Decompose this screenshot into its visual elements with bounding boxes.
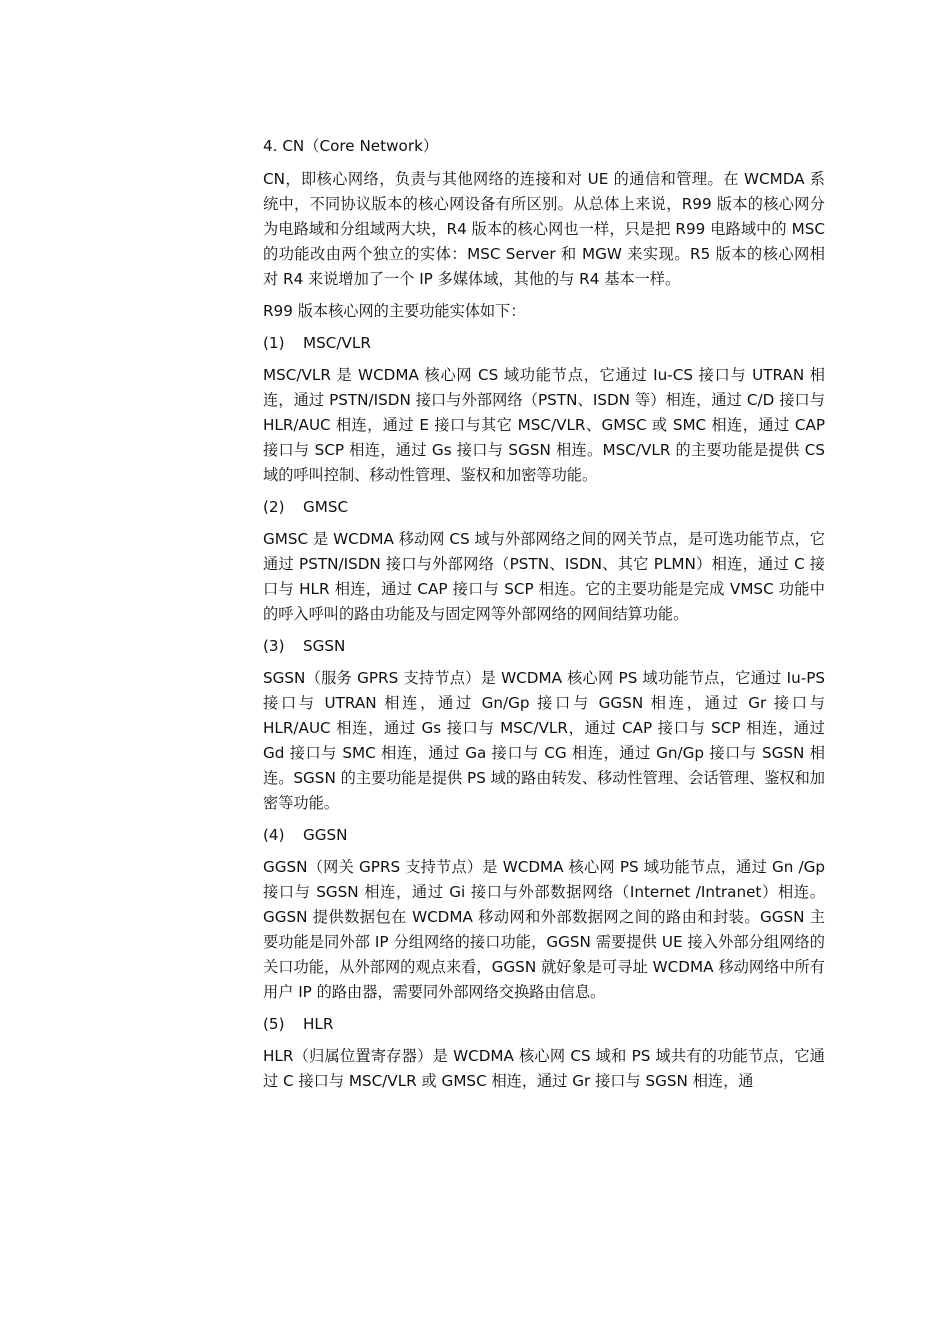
item-paragraph: GGSN（网关 GPRS 支持节点）是 WCDMA 核心网 PS 域功能节点，通过 Gn /Gp 接口与 SGSN 相连，通过 Gi 接口与外部数据网络（Internet /Intranet）相连。GGSN 提供数据包在 WCDMA 移动网和外部数据网之间的路由和封装。GGSN 主要功能是同外部 IP 分组网络的接口功能，GGSN 需要提供 UE 接入外部分组网络的关口功能，从外部网的观点来看，GGSN 就好象是可寻址 WCDMA 移动网络中所有用户 IP 的路由器，需要同外部网络交换路由信息。	[263, 858, 825, 1001]
item-heading	[263, 1012, 825, 1037]
item-number: (3)	[263, 637, 285, 655]
item-ggsn	[263, 823, 825, 1005]
section-heading: 4. CN（Core Network）	[263, 137, 439, 155]
item-title: SGSN	[303, 637, 346, 655]
item-number: (4)	[263, 826, 285, 844]
item-hlr	[263, 1012, 825, 1094]
document-page	[263, 134, 825, 1101]
item-paragraph: SGSN（服务 GPRS 支持节点）是 WCDMA 核心网 PS 域功能节点，它通过 Iu-PS 接口与 UTRAN 相连，通过 Gn/Gp 接口与 GGSN 相连，通过 Gr 接口与 HLR/AUC 相连，通过 Gs 接口与 MSC/VLR，通过 CAP 接口与 SCP 相连，通过 Gd 接口与 SMC 相连，通过 Ga 接口与 CG 相连，通过 Gn/Gp 接口与 SGSN 相连。SGSN 的主要功能是提供 PS 域的路由转发、移动性管理、会话管理、鉴权和加密等功能。	[263, 669, 825, 812]
item-heading	[263, 823, 825, 848]
item-number: (5)	[263, 1015, 285, 1033]
item-paragraph: MSC/VLR 是 WCDMA 核心网 CS 域功能节点，它通过 Iu-CS 接口与 UTRAN 相连，通过 PSTN/ISDN 接口与外部网络（PSTN、ISDN 等）相连，通过 C/D 接口与 HLR/AUC 相连，通过 E 接口与其它 MSC/VLR、GMSC 或 SMC 相连，通过 CAP 接口与 SCP 相连，通过 Gs 接口与 SGSN 相连。MSC/VLR 的主要功能是提供 CS 域的呼叫控制、移动性管理、鉴权和加密等功能。	[263, 366, 825, 484]
item-paragraph: HLR（归属位置寄存器）是 WCDMA 核心网 CS 域和 PS 域共有的功能节点，它通过 C 接口与 MSC/VLR 或 GMSC 相连，通过 Gr 接口与 SGSN 相连，通	[263, 1047, 825, 1090]
item-msc-vlr	[263, 331, 825, 488]
item-title: GGSN	[303, 826, 348, 844]
item-number: (2)	[263, 498, 285, 516]
intro-list-lead: R99 版本核心网的主要功能实体如下：	[263, 302, 526, 320]
item-heading	[263, 495, 825, 520]
item-number: (1)	[263, 334, 285, 352]
intro-paragraph: CN，即核心网络，负责与其他网络的连接和对 UE 的通信和管理。在 WCMDA 系统中，不同协议版本的核心网设备有所区别。从总体上来说，R99 版本的核心网分为电路域和分组域两大块，R4 版本的核心网也一样，只是把 R99 电路域中的 MSC 的功能改由两个独立的实体：MSC Server 和 MGW 来实现。R5 版本的核心网相对 R4 来说增加了一个 IP 多媒体域，其他的与 R4 基本一样。	[263, 170, 825, 288]
item-title: HLR	[303, 1015, 334, 1033]
item-heading	[263, 331, 825, 356]
item-paragraph: GMSC 是 WCDMA 移动网 CS 域与外部网络之间的网关节点，是可选功能节点，它通过 PSTN/ISDN 接口与外部网络（PSTN、ISDN、其它 PLMN）相连，通过 C 接口与 HLR 相连，通过 CAP 接口与 SCP 相连。它的主要功能是完成 VMSC 功能中的呼入呼叫的路由功能及与固定网等外部网络的网间结算功能。	[263, 530, 825, 623]
item-title: MSC/VLR	[303, 334, 371, 352]
item-sgsn	[263, 634, 825, 816]
item-gmsc	[263, 495, 825, 627]
item-title: GMSC	[303, 498, 349, 516]
item-heading	[263, 634, 825, 659]
